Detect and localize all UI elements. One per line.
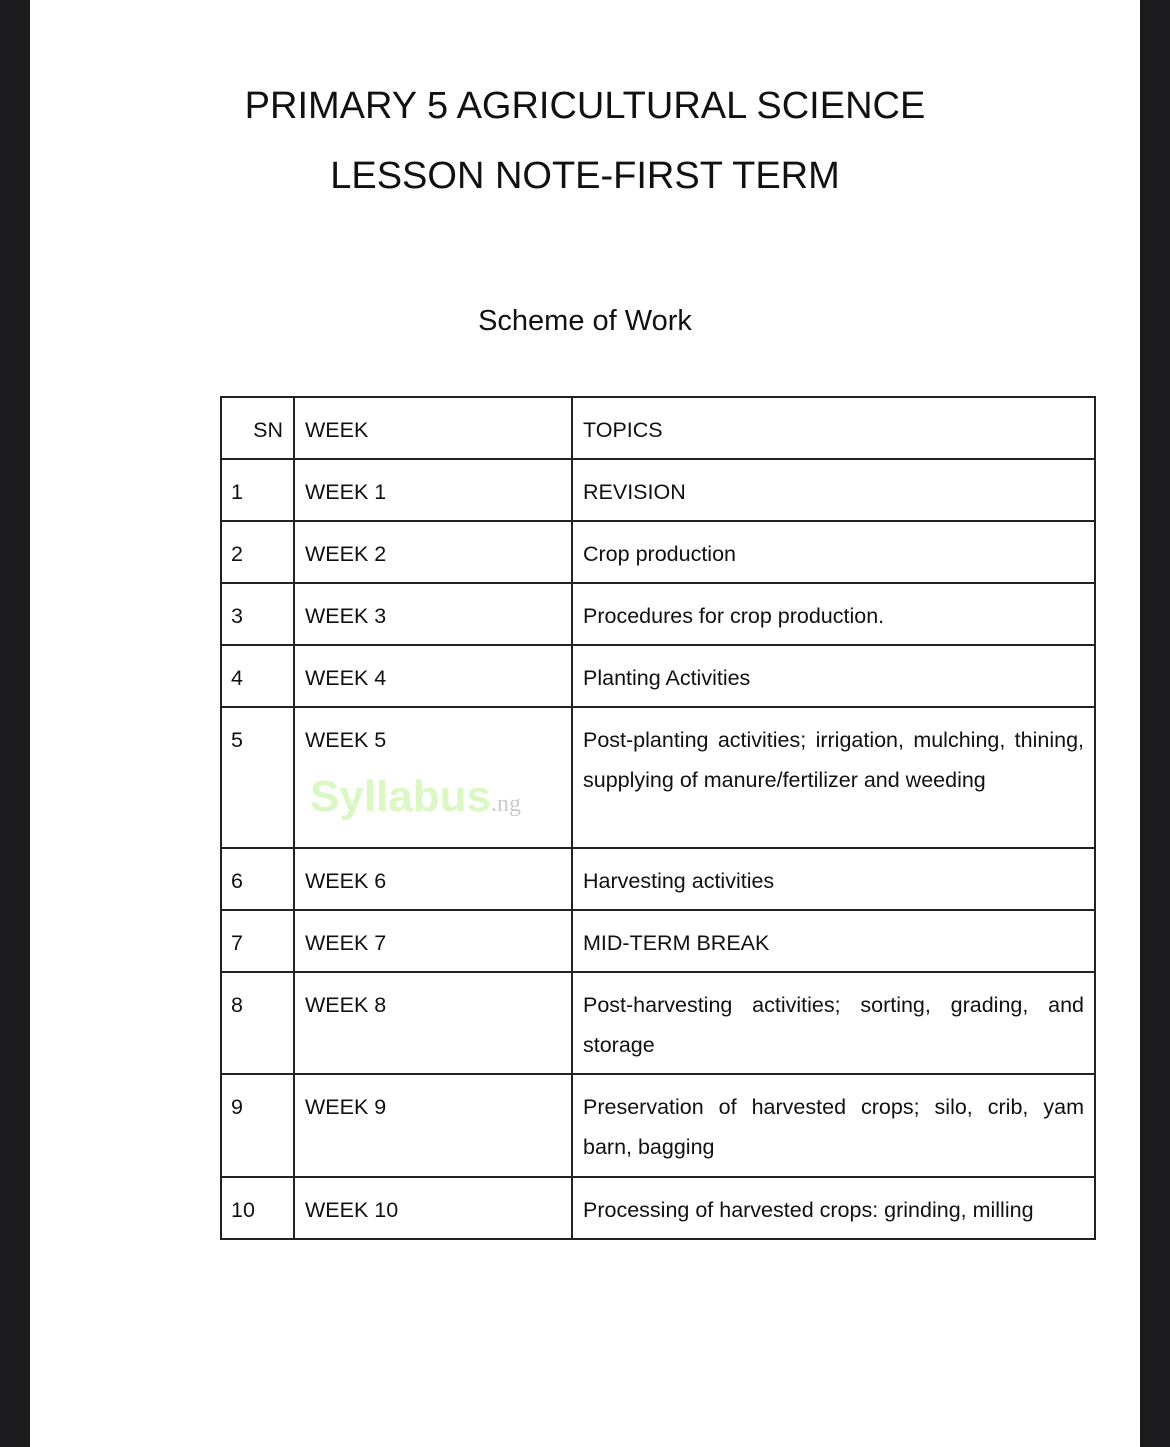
cell-sn: 7 [221, 910, 294, 972]
table-row [221, 1074, 1095, 1177]
table-row [221, 910, 1095, 972]
title-line-2: LESSON NOTE-FIRST TERM [330, 155, 840, 197]
table-row [221, 583, 1095, 645]
cell-topic: Planting Activities [572, 645, 1095, 707]
cell-sn: 1 [221, 459, 294, 521]
cell-week: WEEK 9 [294, 1074, 572, 1177]
cell-week: WEEK 7 [294, 910, 572, 972]
cell-week: WEEK 4 [294, 645, 572, 707]
cell-sn: 6 [221, 848, 294, 910]
cell-sn: 4 [221, 645, 294, 707]
cell-sn: 5 [221, 707, 294, 848]
subtitle: Scheme of Work [478, 305, 692, 337]
table-header [221, 397, 1095, 459]
header-sn: SN [221, 397, 294, 459]
watermark-logo: Syllabus.ng [310, 772, 521, 821]
cell-week: WEEK 6 [294, 848, 572, 910]
cell-week: WEEK 1 [294, 459, 572, 521]
cell-week: WEEK 2 [294, 521, 572, 583]
title-line-1: PRIMARY 5 AGRICULTURAL SCIENCE [244, 85, 926, 127]
cell-topic: Procedures for crop production. [572, 583, 1095, 645]
cell-sn: 2 [221, 521, 294, 583]
header-topics: TOPICS [572, 397, 1095, 459]
table-row [221, 459, 1095, 521]
cell-sn: 10 [221, 1177, 294, 1239]
cell-week: WEEK 3 [294, 583, 572, 645]
table-row [221, 972, 1095, 1074]
cell-topic: Preservation of harvested crops; silo, crib, yam barn, bagging [572, 1074, 1095, 1177]
cell-sn: 8 [221, 972, 294, 1074]
table-row [221, 848, 1095, 910]
cell-week: WEEK 10 [294, 1177, 572, 1239]
cell-week: WEEK 8 [294, 972, 572, 1074]
table-row [221, 1177, 1095, 1239]
cell-topic: Post-harvesting activities; sorting, grading, and storage [572, 972, 1095, 1074]
document-page [30, 0, 1140, 1447]
cell-topic: REVISION [572, 459, 1095, 521]
cell-topic: MID-TERM BREAK [572, 910, 1095, 972]
table-row [221, 521, 1095, 583]
cell-topic: Crop production [572, 521, 1095, 583]
cell-topic: Harvesting activities [572, 848, 1095, 910]
cell-sn: 9 [221, 1074, 294, 1177]
cell-topic: Post-planting activities; irrigation, mulching, thining, supplying of manure/fertilizer and weeding [572, 707, 1095, 848]
header-week: WEEK [294, 397, 572, 459]
table-row [221, 645, 1095, 707]
cell-sn: 3 [221, 583, 294, 645]
cell-week: WEEK 5 [294, 707, 572, 848]
cell-topic: Processing of harvested crops: grinding, milling [572, 1177, 1095, 1239]
